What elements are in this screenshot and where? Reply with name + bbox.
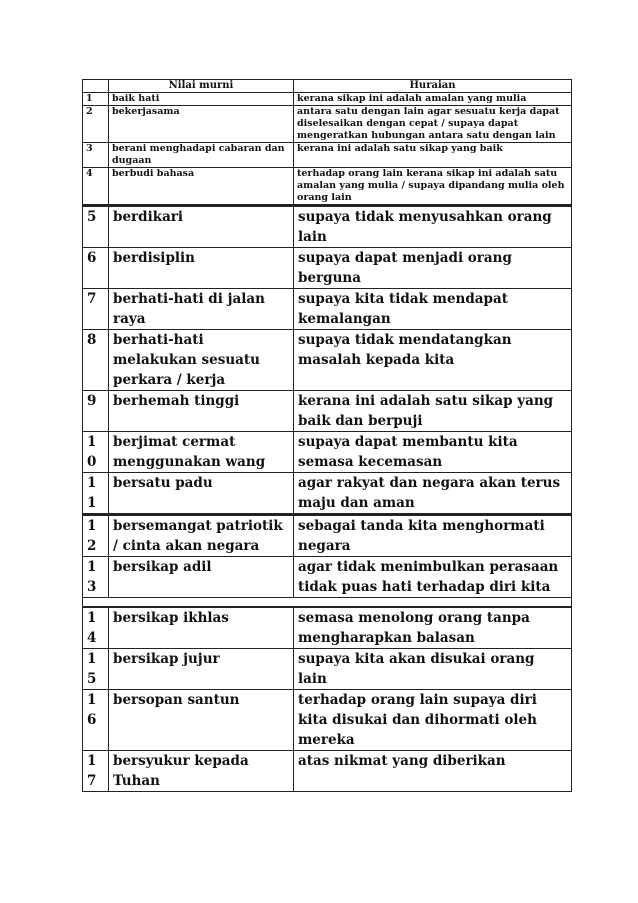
row-number: 15 [83, 649, 109, 690]
huraian-cell: agar rakyat dan negara akan terus maju dan aman [294, 473, 572, 514]
row-number: 9 [83, 391, 109, 432]
nilai-cell: berdisiplin [109, 248, 294, 289]
section-gap [82, 598, 572, 606]
row-number: 6 [83, 248, 109, 289]
huraian-cell: supaya kita tidak mendapat kemalangan [294, 289, 572, 330]
header-no [83, 80, 109, 93]
row-number: 2 [83, 106, 109, 143]
nilai-murni-sheet [82, 79, 572, 792]
huraian-cell: agar tidak menimbulkan perasaan tidak puas hati terhadap diri kita [294, 557, 572, 598]
nilai-cell: bersatu padu [109, 473, 294, 514]
huraian-cell: atas nikmat yang diberikan [294, 751, 572, 792]
huraian-cell: kerana ini adalah satu sikap yang baik [294, 143, 572, 168]
row-number: 12 [83, 515, 109, 557]
table-row [83, 391, 572, 432]
nilai-cell: bersikap adil [109, 557, 294, 598]
huraian-cell: supaya dapat membantu kita semasa kecemasan [294, 432, 572, 473]
nilai-cell: bersyukur kepada Tuhan [109, 751, 294, 792]
table-row [83, 93, 572, 106]
huraian-cell: terhadap orang lain kerana sikap ini adalah satu amalan yang mulia / supaya dipandang mulia oleh orang lain [294, 168, 572, 205]
nilai-cell: bersikap jujur [109, 649, 294, 690]
huraian-cell: supaya tidak menyusahkan orang lain [294, 206, 572, 248]
table-row [83, 557, 572, 598]
nilai-cell: bersikap ikhlas [109, 607, 294, 649]
header-nilai-murni: Nilai murni [109, 80, 294, 93]
nilai-cell: berani menghadapi cabaran dan dugaan [109, 143, 294, 168]
row-number: 8 [83, 330, 109, 391]
row-number: 14 [83, 607, 109, 649]
row-number: 5 [83, 206, 109, 248]
row-number: 3 [83, 143, 109, 168]
nilai-cell: bekerjasama [109, 106, 294, 143]
table-row [83, 143, 572, 168]
table-row [83, 751, 572, 792]
row-number: 1 [83, 93, 109, 106]
huraian-cell: semasa menolong orang tanpa mengharapkan balasan [294, 607, 572, 649]
table-row [83, 690, 572, 751]
huraian-cell: supaya tidak mendatangkan masalah kepada kita [294, 330, 572, 391]
nilai-cell: bersopan santun [109, 690, 294, 751]
table-row [83, 206, 572, 248]
huraian-cell: supaya dapat menjadi orang berguna [294, 248, 572, 289]
table-row [83, 649, 572, 690]
table-section-a [82, 205, 572, 514]
table-header-row [83, 80, 572, 93]
nilai-cell: bersemangat patriotik / cinta akan negara [109, 515, 294, 557]
row-number: 10 [83, 432, 109, 473]
table-row [83, 330, 572, 391]
nilai-cell: berdikari [109, 206, 294, 248]
row-number: 16 [83, 690, 109, 751]
table-row [83, 289, 572, 330]
nilai-cell: berhati-hati melakukan sesuatu perkara / kerja [109, 330, 294, 391]
row-number: 11 [83, 473, 109, 514]
huraian-cell: terhadap orang lain supaya diri kita disukai dan dihormati oleh mereka [294, 690, 572, 751]
nilai-cell: berjimat cermat menggunakan wang [109, 432, 294, 473]
table-row [83, 106, 572, 143]
nilai-cell: berhati-hati di jalan raya [109, 289, 294, 330]
row-number: 13 [83, 557, 109, 598]
huraian-cell: antara satu dengan lain agar sesuatu kerja dapat diselesaikan dengan cepat / supaya dapat mengeratkan hubungan antara satu dengan lain [294, 106, 572, 143]
nilai-cell: berbudi bahasa [109, 168, 294, 205]
row-number: 17 [83, 751, 109, 792]
huraian-cell: sebagai tanda kita menghormati negara [294, 515, 572, 557]
table-row [83, 473, 572, 514]
header-huraian: Huraian [294, 80, 572, 93]
table-row [83, 515, 572, 557]
table-header-section [82, 79, 572, 205]
huraian-cell: supaya kita akan disukai orang lain [294, 649, 572, 690]
huraian-cell: kerana ini adalah satu sikap yang baik dan berpuji [294, 391, 572, 432]
row-number: 7 [83, 289, 109, 330]
nilai-cell: baik hati [109, 93, 294, 106]
table-row [83, 168, 572, 205]
table-row [83, 248, 572, 289]
table-section-c [82, 606, 572, 792]
table-section-b [82, 514, 572, 598]
table-row [83, 607, 572, 649]
huraian-cell: kerana sikap ini adalah amalan yang mulia [294, 93, 572, 106]
nilai-cell: berhemah tinggi [109, 391, 294, 432]
row-number: 4 [83, 168, 109, 205]
table-row [83, 432, 572, 473]
